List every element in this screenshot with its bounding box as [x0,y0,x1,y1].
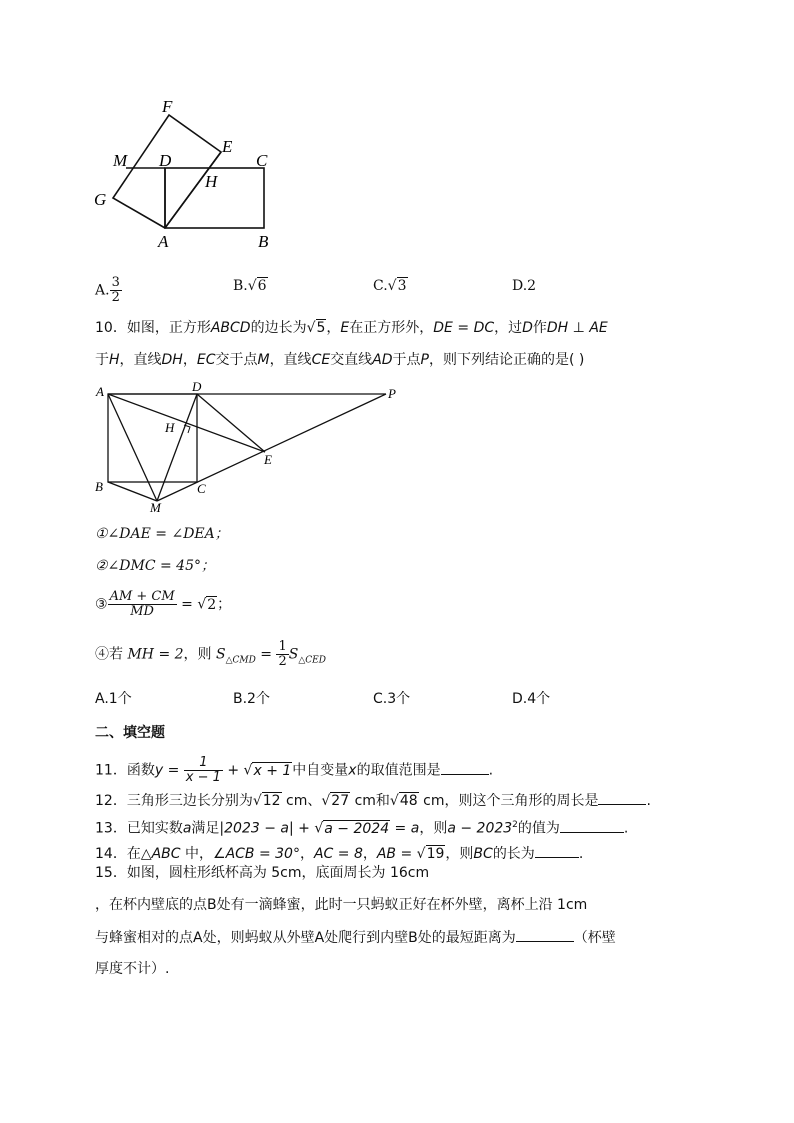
statement-4: ④若 MH = 2，则 $S_{\triangle CMD}$ = $\frac{1}{2}$ $S_{\triangle CED}$ [95,639,326,669]
question-12: 12．三角形三边长分别为√12 cm、√27 cm和√48 cm，则这个三角形的周长是 . [95,790,651,811]
statement-3: ③ $\frac{AM + CM}{MD}$ = √2； [95,589,232,619]
q10-stem-line2: 于H，直线DH，EC交于点M，直线CE交直线AD于点P，则下列结论正确的是( ) [95,352,585,368]
question-13: 13．已知实数a满足|2023 − a| + √a − 2024 = a，则$a - 2023^2$的值为 . [95,815,628,839]
q9-option-d: D.2 [512,278,537,294]
q10-option-b: B.2个 [233,691,270,707]
question-11: 11．函数y = $\frac{1}{x - 1}$ + √x + 1中自变量x的取值范围是 . [95,755,494,785]
label-a: A [96,384,104,399]
label-h: H [165,420,175,435]
q10-stem-line1: 10．如图，正方形ABCD的边长为√5，E在正方形外，DE = DC，过D作DH ⊥ AE [95,320,608,336]
label-a: A [158,232,169,251]
question-15-line2: ，在杯内壁底的点B处有一滴蜂蜜，此时一只蚂蚁正好在杯外壁，离杯上沿 1cm [95,897,588,913]
question-15-line4: 厚度不计）. [95,961,170,977]
answer-blank-11[interactable] [441,760,489,775]
section-heading-fill-in: 二、填空题 [95,725,165,741]
label-c: C [256,151,268,170]
answer-blank-15[interactable] [516,927,574,942]
square-abcd [108,394,197,482]
label-h: H [205,172,218,191]
label-m: M [150,500,161,515]
figure-q10 [90,380,410,515]
label-g: G [94,190,107,209]
question-14: 14．在△ABC 中，∠ACB = 30°，AC = 8，AB = √19，则BC的长为 . [95,843,583,864]
segment-de [197,394,265,452]
label-f: F [162,97,173,116]
q9-option-c: C.√3 [373,278,407,294]
q10-option-c: C.3个 [373,691,411,707]
answer-blank-12[interactable] [598,790,646,805]
label-e: E [264,452,272,467]
q9-option-a: A. $\frac{3}{2}$ [95,275,120,305]
label-b: B [95,479,103,494]
q10-option-a: A.1个 [95,691,132,707]
label-d: D [192,380,202,394]
question-15-line1: 15．如图，圆柱形纸杯高为 5cm，底面周长为 16cm [95,865,430,881]
label-c: C [197,481,206,496]
answer-blank-13[interactable] [560,818,624,833]
answer-blank-14[interactable] [535,843,579,858]
q10-option-d: D.4个 [512,691,551,707]
statement-2: ②∠DMC = 45°； [95,558,215,574]
label-p: P [388,386,396,401]
statement-1: ①∠DAE = ∠DEA； [95,526,229,542]
label-e: E [222,137,233,156]
q9-option-b: B.√6 [233,278,267,294]
question-15-line3: 与蜂蜜相对的点A处，则蚂蚁从外壁A处爬行到内壁B处的最短距离为 （杯壁 [95,927,616,948]
label-d: D [159,151,172,170]
label-b: B [258,232,269,251]
label-m: M [113,151,128,170]
figure-q9 [90,92,310,262]
